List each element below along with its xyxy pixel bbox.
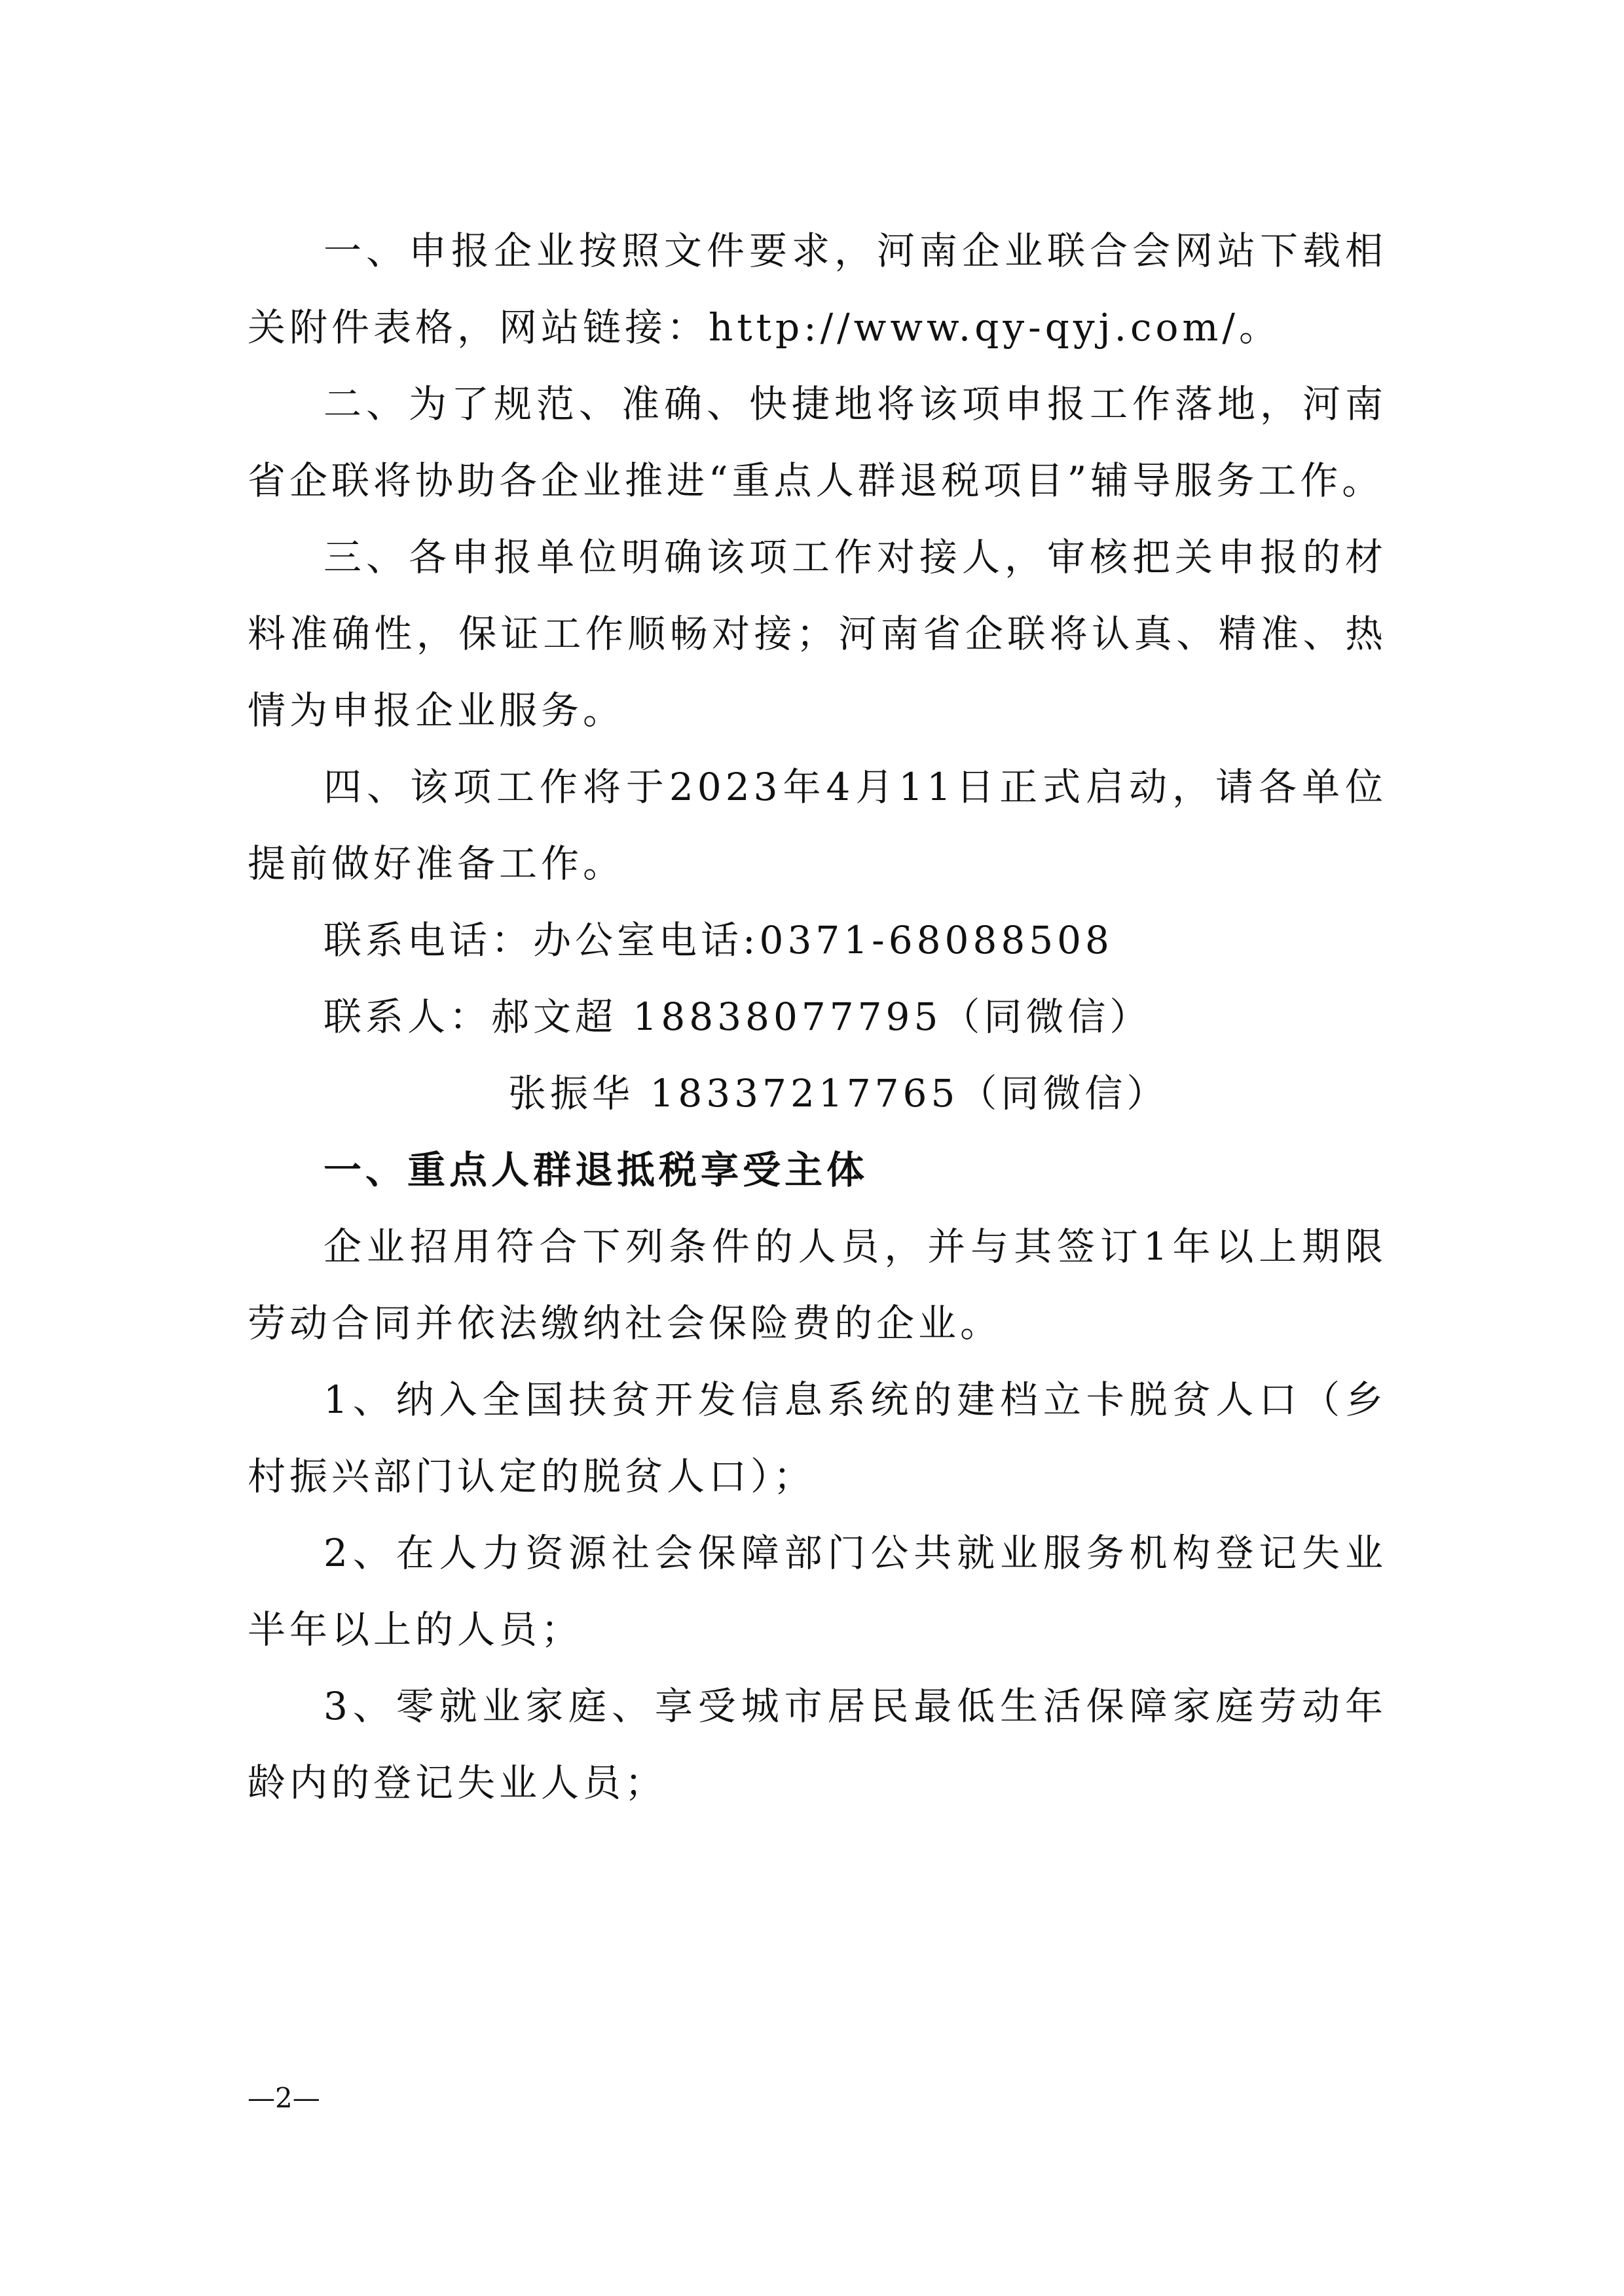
paragraph-guidance-service: 二、为了规范、准确、快捷地将该项申报工作落地，河南省企联将协助各企业推进“重点人群退税项目”辅导服务工作。 <box>248 382 1387 503</box>
section-intro: 企业招用符合下列条件的人员，并与其签订1年以上期限劳动合同并依法缴纳社会保险费的企业。 <box>248 1224 1387 1345</box>
list-item-1: 1、纳入全国扶贫开发信息系统的建档立卡脱贫人口（乡村振兴部门认定的脱贫人口）； <box>248 1377 1387 1499</box>
paragraph-download-attachments: 一、申报企业按照文件要求，河南企业联合会网站下载相关附件表格，网站链接：http://www.qy-qyj.com/。 <box>248 228 1387 350</box>
paragraph-start-date: 四、该项工作将于2023年4月11日正式启动，请各单位提前做好准备工作。 <box>248 765 1387 886</box>
list-item-2: 2、在人力资源社会保障部门公共就业服务机构登记失业半年以上的人员； <box>248 1531 1387 1652</box>
document-body <box>248 213 1387 1821</box>
contact-person-1: 联系人：郝文超 18838077795（同微信） <box>323 994 1152 1039</box>
contact-phone: 联系电话：办公室电话:0371-68088508 <box>323 918 1113 962</box>
section-heading: 一、重点人群退抵税享受主体 <box>323 1148 869 1192</box>
paragraph-contact-person: 三、各申报单位明确该项工作对接人，审核把关申报的材料准确性，保证工作顺畅对接；河南省企联将认真、精准、热情为申报企业服务。 <box>248 535 1387 733</box>
list-item-3: 3、零就业家庭、享受城市居民最低生活保障家庭劳动年龄内的登记失业人员； <box>248 1684 1387 1805</box>
page-number: —2— <box>248 2082 320 2114</box>
contact-person-2: 张振华 18337217765（同微信） <box>508 1071 1169 1116</box>
